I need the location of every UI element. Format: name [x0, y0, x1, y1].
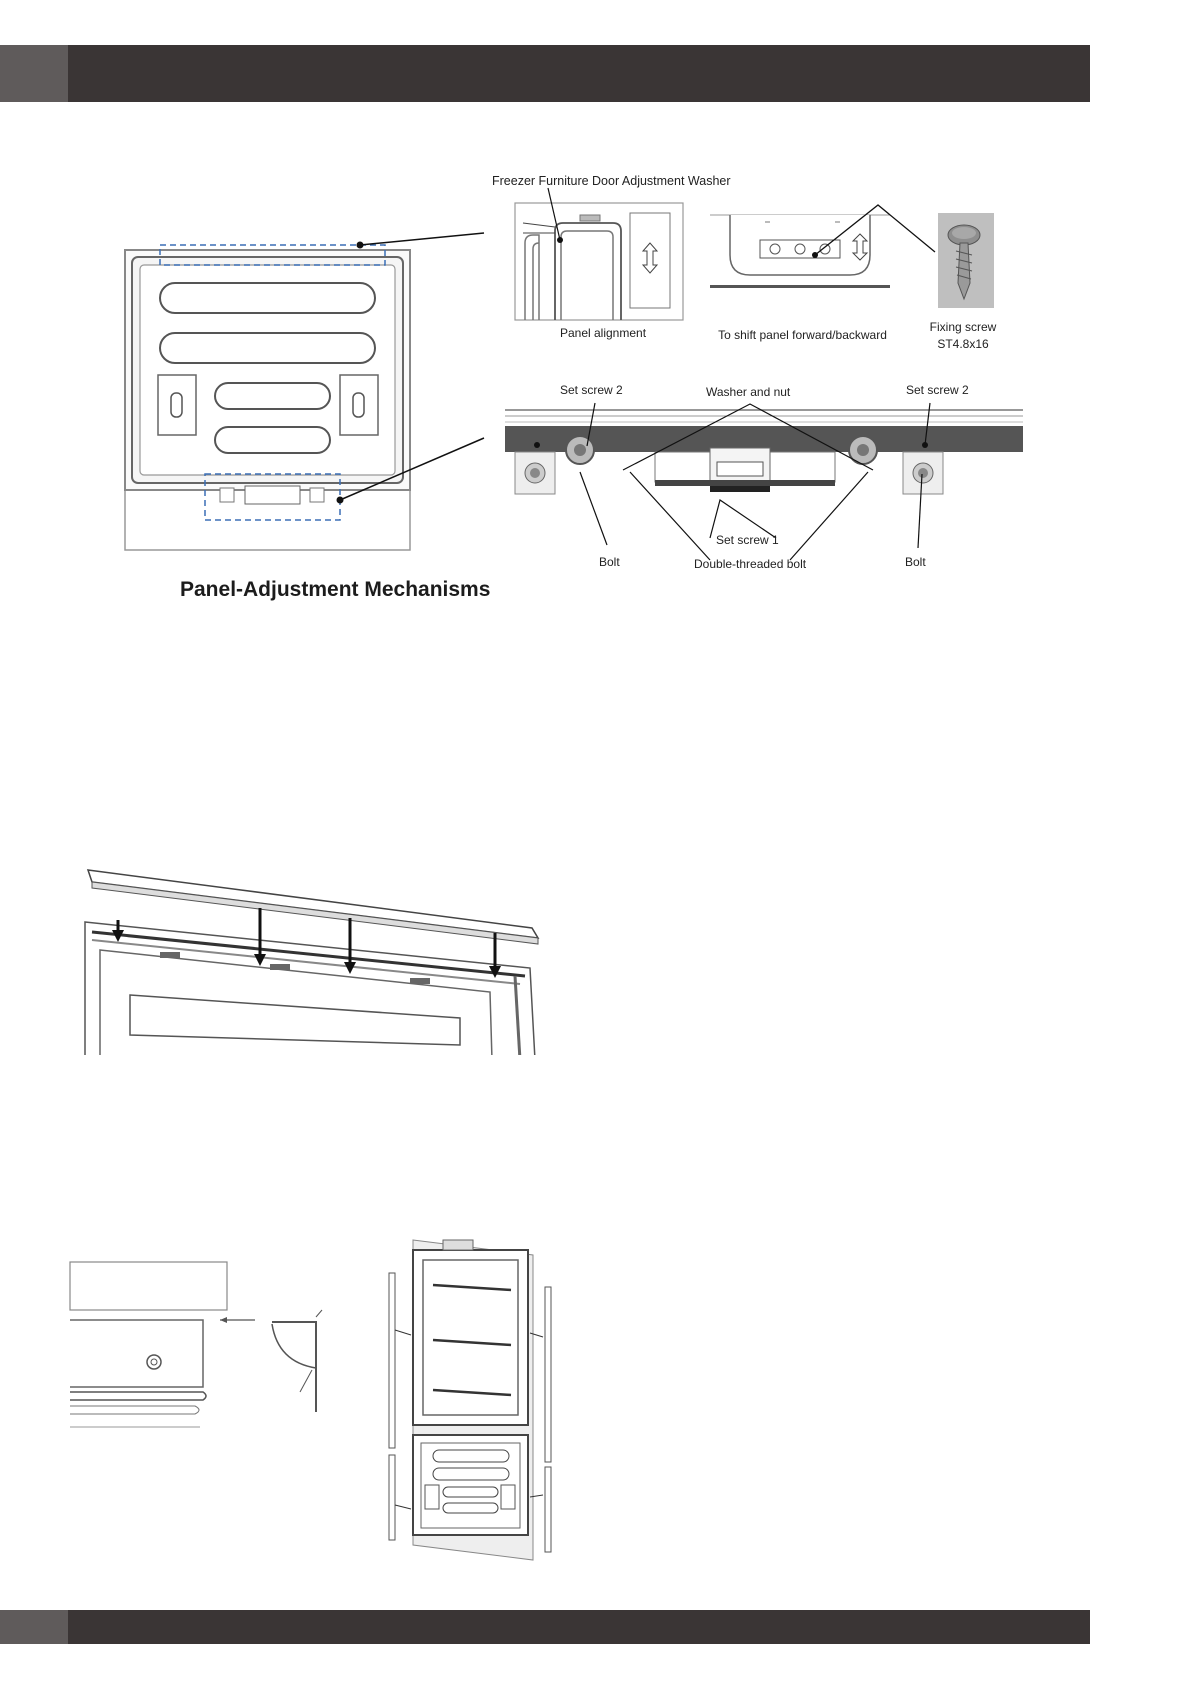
top-trim-diagram: [80, 860, 540, 1060]
set-screw-2-left-label: Set screw 2: [560, 383, 623, 397]
washer-and-nut-label: Washer and nut: [706, 385, 791, 399]
set-screw-1-label: Set screw 1: [716, 533, 779, 547]
washer-title-label: Freezer Furniture Door Adjustment Washer: [492, 174, 731, 188]
bolt-right-label: Bolt: [905, 555, 926, 569]
figure-2-crop: [70, 1055, 550, 1075]
shift-panel-label: To shift panel forward/backward: [718, 328, 887, 342]
fixing-screw-label-2: ST4.8x16: [937, 337, 989, 351]
double-threaded-bolt-label: Double-threaded bolt: [694, 557, 807, 571]
set-screw-2-right-label: Set screw 2: [906, 383, 969, 397]
panel-alignment-label: Panel alignment: [559, 326, 647, 340]
side-trim-detail: [70, 1262, 360, 1452]
door-panel-trim-diagram: [383, 1235, 558, 1560]
fixing-screw-label-1: Fixing screw: [929, 320, 997, 334]
figure-title: Panel-Adjustment Mechanisms: [180, 578, 491, 601]
bolt-left-label: Bolt: [599, 555, 620, 569]
